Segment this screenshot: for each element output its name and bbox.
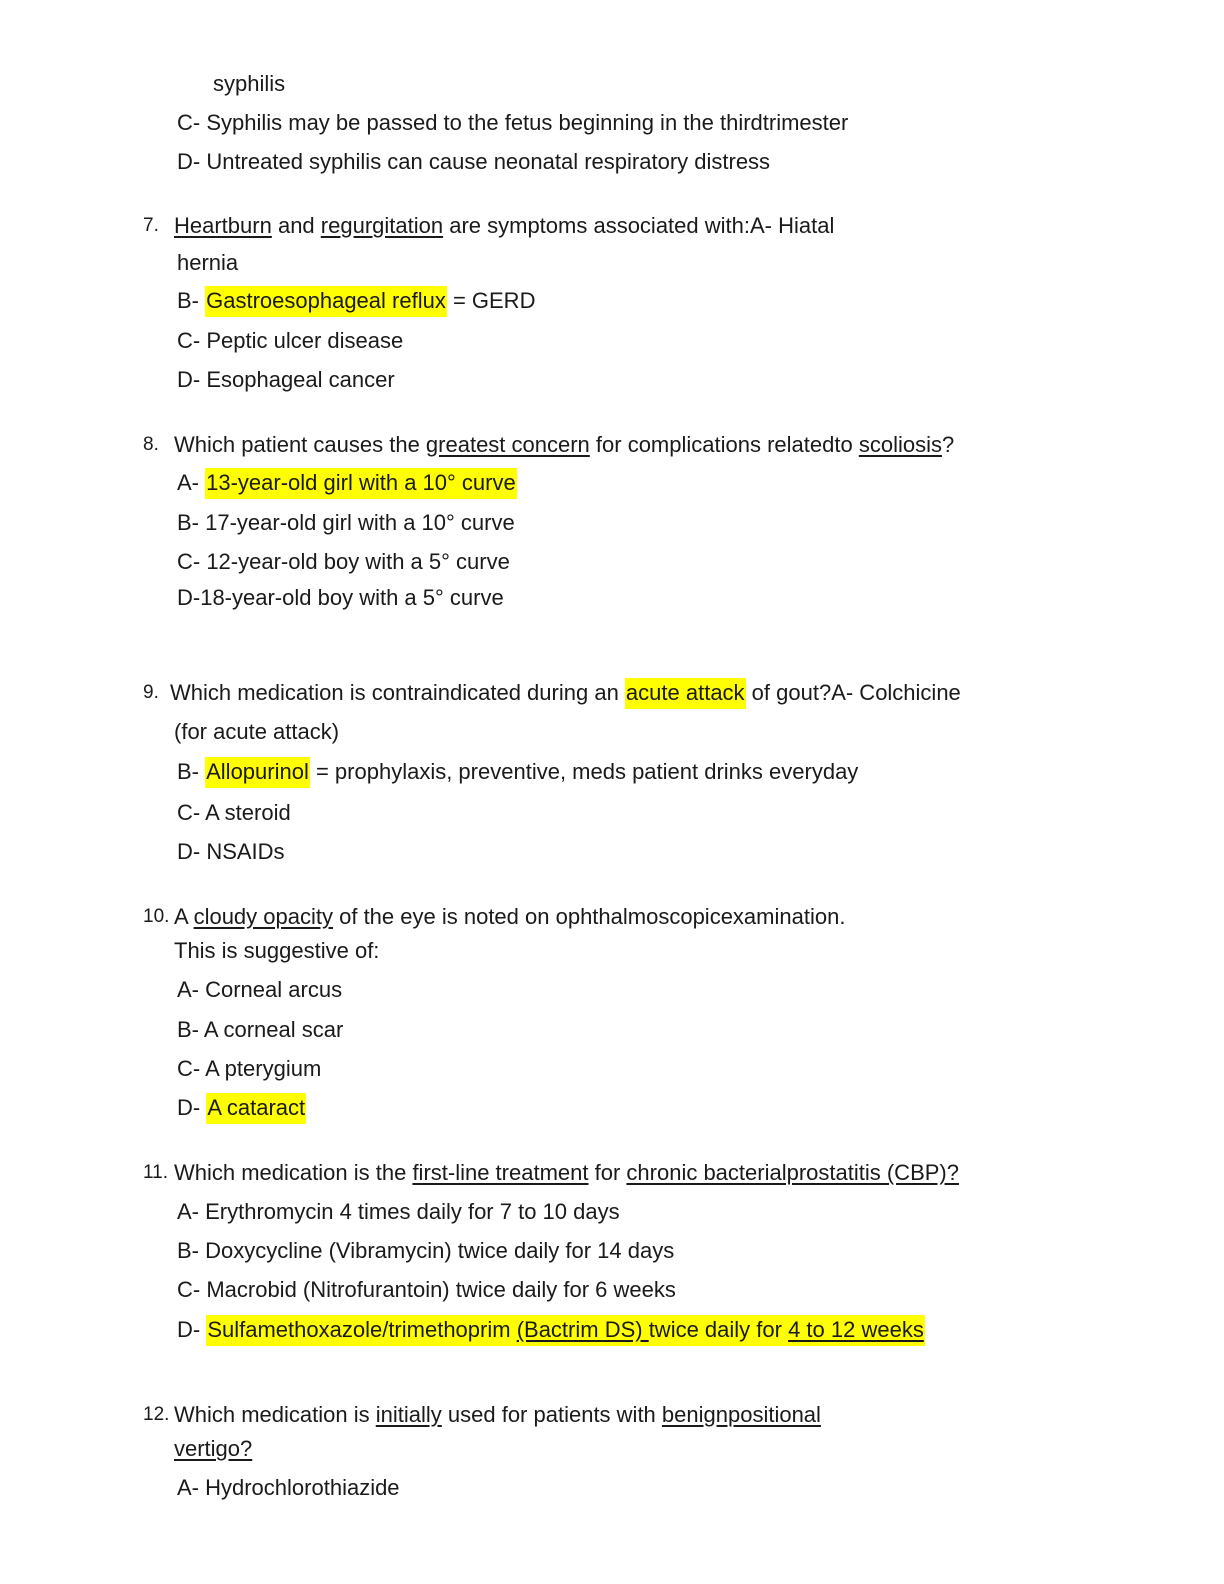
q12-term-benign-positional: benignpositional xyxy=(661,1402,821,1427)
q9-answer-highlight: Allopurinol xyxy=(205,757,310,788)
q8-stem: Which patient causes the greatest concern for complications relatedto scoliosis? xyxy=(174,432,955,457)
q9-stem-continuation: (for acute attack) xyxy=(174,719,340,744)
q11-term-cbp: chronic bacterialprostatitis (CBP)? xyxy=(626,1160,959,1185)
q8-answer-highlight: 13-year-old girl with a 10° curve xyxy=(205,468,517,499)
q9-term-highlight: acute attack xyxy=(625,678,746,709)
q10-option-d: D- A cataract xyxy=(177,1093,306,1123)
q12-stem: Which medication is initially used for patients with benignpositional xyxy=(174,1402,821,1427)
q10-option-c: C- A pterygium xyxy=(177,1056,322,1081)
q7-number: 7. xyxy=(143,215,159,236)
q7-option-d: D- Esophageal cancer xyxy=(177,367,395,392)
q10-option-a: A- Corneal arcus xyxy=(177,977,343,1002)
q7-stem: Heartburn and regurgitation are symptoms associated with:A- Hiatal xyxy=(174,213,835,238)
q6-option-c: C- Syphilis may be passed to the fetus beginning in the thirdtrimester xyxy=(177,110,849,135)
q10-stem-continuation: This is suggestive of: xyxy=(174,938,380,963)
q12-number: 12. xyxy=(143,1404,170,1425)
q9-option-c: C- A steroid xyxy=(177,800,291,825)
q8-option-a: A- 13-year-old girl with a 10° curve xyxy=(177,468,517,498)
q6-option-d: D- Untreated syphilis can cause neonatal respiratory distress xyxy=(177,149,771,174)
q7-term-regurgitation: regurgitation xyxy=(320,213,444,238)
q9-option-b: B- Allopurinol = prophylaxis, preventive, meds patient drinks everyday xyxy=(177,757,858,787)
q10-option-b: B- A corneal scar xyxy=(177,1017,344,1042)
q11-option-d: D- Sulfamethoxazole/trimethoprim (Bactrim DS) twice daily for 4 to 12 weeks xyxy=(177,1315,925,1345)
q10-stem: A cloudy opacity of the eye is noted on ophthalmoscopicexamination. xyxy=(174,904,846,929)
q11-option-a: A- Erythromycin 4 times daily for 7 to 10 days xyxy=(177,1199,620,1224)
q10-number: 10. xyxy=(143,906,170,927)
q7-answer-highlight: Gastroesophageal reflux xyxy=(205,286,447,317)
q8-option-b: B- 17-year-old girl with a 10° curve xyxy=(177,510,515,535)
q12-option-a: A- Hydrochlorothiazide xyxy=(177,1475,400,1500)
q9-stem: Which medication is contraindicated during an acute attack of gout?A- Colchicine xyxy=(170,678,961,708)
q7-stem-continuation: hernia xyxy=(177,250,239,275)
q11-answer-highlight: Sulfamethoxazole/trimethoprim (Bactrim DS) twice daily for 4 to 12 weeks xyxy=(206,1315,925,1346)
q8-term-greatest-concern: greatest concern xyxy=(425,432,590,457)
q8-option-d: D-18-year-old boy with a 5° curve xyxy=(177,585,504,610)
q9-option-d: D- NSAIDs xyxy=(177,839,285,864)
q11-option-c: C- Macrobid (Nitrofurantoin) twice daily for 6 weeks xyxy=(177,1277,676,1302)
q12-term-initially: initially xyxy=(375,1402,442,1427)
q10-answer-highlight: A cataract xyxy=(206,1093,306,1124)
q7-term-heartburn: Heartburn xyxy=(174,213,272,238)
q12-stem-continuation: vertigo? xyxy=(174,1436,253,1461)
q10-term-cloudy-opacity: cloudy opacity xyxy=(193,904,333,929)
q8-term-scoliosis: scoliosis xyxy=(858,432,942,457)
q11-number: 11. xyxy=(143,1162,169,1183)
q7-option-c: C- Peptic ulcer disease xyxy=(177,328,404,353)
q6-stem-continuation: syphilis xyxy=(213,71,286,96)
q9-number: 9. xyxy=(143,682,159,703)
q7-option-b: B- Gastroesophageal reflux = GERD xyxy=(177,286,535,316)
q8-option-c: C- 12-year-old boy with a 5° curve xyxy=(177,549,510,574)
q11-option-b: B- Doxycycline (Vibramycin) twice daily for 14 days xyxy=(177,1238,675,1263)
q11-term-first-line-treatment: first-line treatment xyxy=(412,1160,589,1185)
q8-number: 8. xyxy=(143,434,159,455)
q11-stem: Which medication is the first-line treatment for chronic bacterialprostatitis (CBP)? xyxy=(174,1160,959,1185)
